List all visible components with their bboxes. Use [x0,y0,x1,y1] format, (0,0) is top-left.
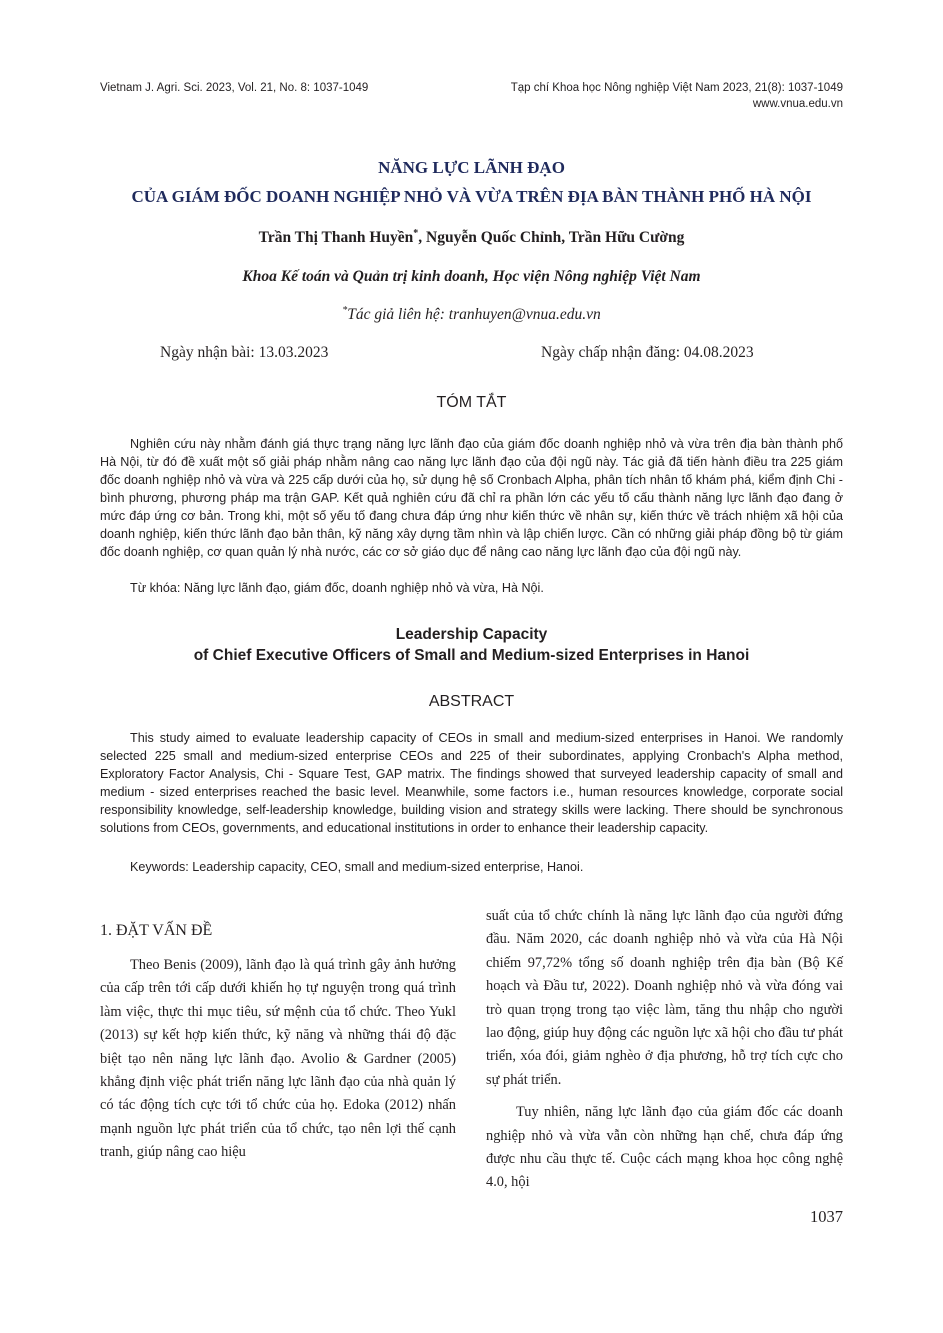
contact-email[interactable]: Tác giả liên hệ: tranhuyen@vnua.edu.vn [347,306,601,324]
journal-website[interactable]: www.vnua.edu.vn [752,98,843,110]
abstract-text-en: This study aimed to evaluate leadership capacity of CEOs in small and medium-sized enterprises in Hanoi. We randomly selected 225 small and medium-sized enterprise CEOs and 225 of their subordinates, applying Cronbach's Alpha method, Exploratory Factor Analysis, Chi - Square Test, GAP matrix. The findings showed that surveyed leadership capacity of small and medium - sized enterprises reached the basic level. Meanwhile, some factors i.e., human resources knowledge, corporate social responsibility knowledge, self-leadership knowledge, building vision and strategy skills were lacking. There should be synchronous solutions from CEOs, governments, and educational institutions in order to enhance their leadership capacity. [100,731,843,835]
body-paragraph: Theo Benis (2009), lãnh đạo là quá trình gây ảnh hưởng của cấp trên tới cấp dưới khiến họ tự nguyện trong quá trình làm việc, thực thi mục tiêu, sứ mệnh của tổ chức. Theo Yukl (2013) sự kết hợp kiến thức, kỹ năng và những thái độ đặc biệt tạo nên năng lực lãnh đạo. Avolio & Gardner (2005) khẳng định việc phát triển năng lực lãnh đạo của nhà quản lý có tác động tích cực tới tổ chức của họ. Edoka (2012) nhấn mạnh nguồn lực phát triển của tổ chức, tạo nên lợi thế cạnh tranh, giúp nâng cao hiệu [100,957,456,1161]
journal-citation-vi: Tạp chí Khoa học Nông nghiệp Việt Nam 2023, 21(8): 1037-1049 [510,82,843,94]
journal-header-en: Vietnam J. Agri. Sci. 2023, Vol. 21, No. 8: 1037-1049 [100,82,369,94]
page-number: 1037 [810,1207,843,1226]
title-line-1: NĂNG LỰC LÃNH ĐẠO [378,158,565,177]
corresponding-contact [0,305,943,324]
en-title-line-1: Leadership Capacity [395,626,548,643]
body-column-left [100,954,456,1165]
contact-mark: * [342,305,348,316]
abstract-heading-vi: TÓM TẮT [436,394,507,411]
keywords-en: Keywords: Leadership capacity, CEO, small and medium-sized enterprise, Hanoi. [130,860,584,874]
body-paragraph: Tuy nhiên, năng lực lãnh đạo của giám đốc các doanh nghiệp nhỏ và vừa vẫn còn những hạn chế, chưa đáp ứng được nhu cầu thực tế. Cuộc cách mạng khoa học công nghệ 4.0, hội [486,1104,843,1191]
journal-header-vi [511,80,843,112]
title-line-2: CỦA GIÁM ĐỐC DOANH NGHIỆP NHỎ VÀ VỪA TRÊN ĐỊA BÀN THÀNH PHỐ HÀ NỘI [131,187,812,206]
body-column-right [486,905,843,1195]
affiliation: Khoa Kế toán và Quản trị kinh doanh, Học viện Nông nghiệp Việt Nam [242,268,701,285]
author-1: Trần Thị Thanh Huyền [258,229,414,247]
paper-title-vi [0,153,943,211]
corresponding-mark: * [413,228,419,239]
accepted-date: Ngày chấp nhận đăng: 04.08.2023 [541,344,754,361]
received-date: Ngày nhận bài: 13.03.2023 [160,344,329,361]
body-paragraph: suất của tổ chức chính là năng lực lãnh đạo của người đứng đầu. Năm 2020, các doanh nghiệp nhỏ và vừa của Hà Nội chiếm 97,72% tổng số doanh nghiệp trên địa bàn (Bộ Kế hoạch và Đầu tư, 2022). Doanh nghiệp nhỏ và vừa đóng vai trò quan trọng trong tạo việc làm, tăng thu nhập cho người lao động, giúp huy động các nguồn lực xã hội cho đầu tư phát triển, xóa đói, giảm nghèo ở địa phương, hỗ trợ tích cực cho sự phát triển. [486,908,843,1088]
paper-title-en [0,624,943,666]
section-heading-1: 1. ĐẶT VẤN ĐỀ [100,922,213,939]
other-authors: , Nguyễn Quốc Chỉnh, Trần Hữu Cường [418,229,685,247]
abstract-text-vi: Nghiên cứu này nhằm đánh giá thực trạng năng lực lãnh đạo của giám đốc doanh nghiệp nhỏ và vừa trên địa bàn thành phố Hà Nội, từ đó đề xuất một số giải pháp nhằm nâng cao năng lực lãnh đạo của đội ngũ này. Tác giả đã tiến hành điều tra 225 giám đốc doanh nghiệp nhỏ và vừa và 225 cấp dưới của họ, sử dụng hệ số Cronbach Alpha, phân tích nhân tố khám phá, kiểm định Chi - bình phương, phương pháp ma trận GAP. Kết quả nghiên cứu đã chỉ ra phần lớn các yếu tố cấu thành năng lực lãnh đạo đang ở mức đáp ứng cơ bản. Trong khi, một số yếu tố đang chưa đáp ứng như kiến thức về nhân sự, kiến thức về trách nhiệm xã hội của doanh nghiệp, kiến thức lãnh đạo bản thân, kỹ năng xây dựng tầm nhìn và lập chiến lược. Cần có những giải pháp đồng bộ từ giám đốc doanh nghiệp, cơ quan quản lý nhà nước, các cơ sở giáo dục để nâng cao năng lực lãnh đạo của đội ngũ này. [100,437,843,559]
en-title-line-2: of Chief Executive Officers of Small and Medium-sized Enterprises in Hanoi [193,647,750,664]
keywords-vi: Từ khóa: Năng lực lãnh đạo, giám đốc, doanh nghiệp nhỏ và vừa, Hà Nội. [130,581,544,595]
abstract-heading-en: ABSTRACT [428,693,515,710]
author-list [0,228,943,247]
